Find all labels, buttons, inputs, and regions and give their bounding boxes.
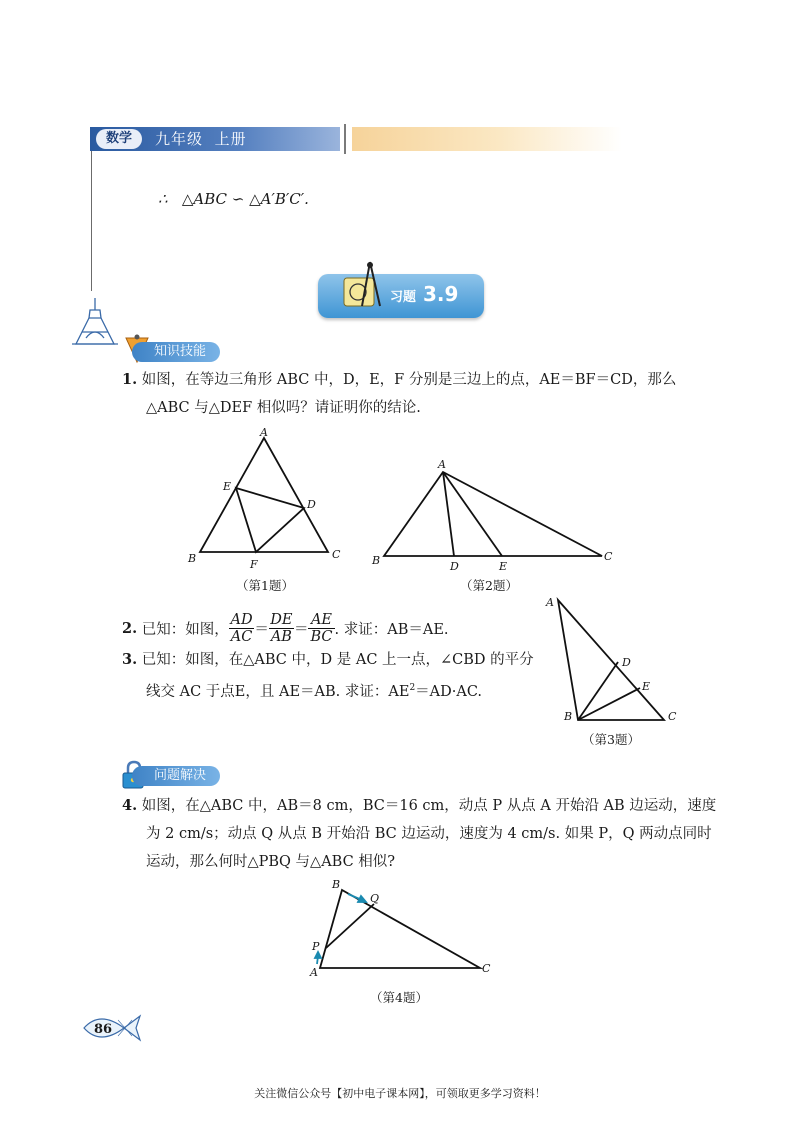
fig4-label-p: P — [312, 940, 320, 953]
q3-number: 3. — [122, 651, 138, 668]
q2-prefix: 已知：如图， — [141, 622, 229, 638]
fig4-label-c: C — [482, 962, 491, 975]
compass-icon — [340, 260, 388, 316]
header-divider — [344, 124, 346, 154]
tower-icon — [70, 296, 120, 350]
footer-note: 关注微信公众号【初中电子课本网】，可领取更多学习资料！ — [254, 1087, 546, 1100]
fig2-label-e: E — [499, 560, 508, 573]
figure-4-caption: （第4题） — [370, 990, 428, 1005]
fig3-label-b: B — [564, 710, 573, 723]
figure-3 — [544, 594, 684, 729]
fig2-label-a: A — [438, 458, 446, 471]
fig2-label-c: C — [604, 550, 613, 563]
question-3 — [122, 646, 534, 674]
fig2-label-d: D — [450, 560, 459, 573]
figure-2 — [368, 456, 618, 576]
q3-line2 — [146, 674, 482, 706]
q1-number: 1. — [122, 371, 138, 388]
fig3-label-a: A — [546, 596, 554, 609]
fig3-label-c: C — [668, 710, 677, 723]
question-4 — [122, 792, 716, 820]
q3-line2-b: ＝AD·AC. — [415, 683, 483, 700]
exercise-title — [390, 282, 458, 306]
fig2-label-b: B — [372, 554, 381, 567]
figure-4 — [300, 876, 500, 986]
q2-fraction-3 — [308, 612, 334, 645]
fig3-label-d: D — [622, 656, 631, 669]
figure-1-caption: （第1题） — [236, 578, 294, 593]
q2-f3-num: AE — [310, 612, 333, 628]
subject-badge: 数学 — [96, 129, 142, 149]
fig1-label-a: A — [260, 426, 268, 439]
section-problems-label: 问题解决 — [132, 766, 220, 786]
q2-f1-den: AC — [230, 629, 253, 645]
fig1-label-c: C — [332, 548, 341, 561]
q2-fraction-1 — [229, 612, 255, 645]
exercise-label: 习题 — [390, 290, 417, 305]
q4-line1: 如图，在△ABC 中，AB＝8 cm，BC＝16 cm，动点 P 从点 A 开始沿 AB 边运动，速度 — [141, 798, 717, 814]
q1-line2: △ABC 与△DEF 相似吗？请证明你的结论. — [146, 400, 421, 416]
figure-2-caption: （第2题） — [460, 578, 518, 593]
q4-line2: 为 2 cm/s；动点 Q 从点 B 开始沿 BC 边运动，速度为 4 cm/s. 如果 P，Q 两动点同时 — [146, 826, 712, 842]
fig1-label-b: B — [188, 552, 197, 565]
margin-rule — [91, 151, 92, 291]
q1-line1: 如图，在等边三角形 ABC 中，D，E，F 分别是三边上的点，AE＝BF＝CD，那么 — [141, 372, 677, 388]
q2-fraction-2 — [269, 612, 294, 645]
q2-f2-den: AB — [270, 629, 292, 645]
section-skills-label: 知识技能 — [132, 342, 220, 362]
q3-line1: 已知：如图，在△ABC 中，D 是 AC 上一点，∠CBD 的平分 — [141, 652, 534, 668]
figure-1 — [180, 424, 350, 574]
volume-label: 上册 — [214, 130, 247, 148]
conclusion-line: ∴ △ABC ∽ △A′B′C′. — [158, 190, 309, 208]
grade-label: 九年级 — [155, 130, 204, 148]
exercise-number: 3.9 — [422, 282, 459, 306]
fig4-label-a: A — [310, 966, 318, 979]
question-2: 2. 已知：如图， $\frac{AD}{AC}$ ＝ $\frac{DE}{AB}$ ＝ $\frac{AE}{BC}$ . 求证：AB＝AE. — [122, 612, 449, 645]
fig4-label-q: Q — [370, 892, 380, 905]
q2-suffix: . 求证：AB＝AE. — [334, 622, 449, 638]
q4-number: 4. — [122, 797, 138, 814]
header-decoration — [352, 127, 622, 151]
fig1-label-d: D — [307, 498, 316, 511]
fig3-label-e: E — [642, 680, 651, 693]
q2-f1-num: AD — [230, 612, 253, 628]
q3-superscript: 2 — [409, 683, 416, 693]
q2-f2-num: DE — [270, 612, 293, 628]
question-1 — [122, 366, 676, 394]
header-grade-volume — [155, 129, 247, 149]
figure-3-caption: （第3题） — [582, 732, 640, 747]
q4-line3: 运动，那么何时△PBQ 与△ABC 相似? — [146, 854, 396, 870]
q3-line2-a: 线交 AC 于点E，且 AE＝AB. 求证：AE — [146, 683, 410, 700]
fig4-label-b: B — [332, 878, 341, 891]
q2-number: 2. — [122, 620, 138, 637]
page-number: 86 — [94, 1022, 113, 1037]
fish-icon — [80, 1008, 146, 1048]
fig1-label-e: E — [223, 480, 232, 493]
fig1-label-f: F — [250, 558, 258, 571]
q2-f3-den: BC — [310, 629, 333, 645]
